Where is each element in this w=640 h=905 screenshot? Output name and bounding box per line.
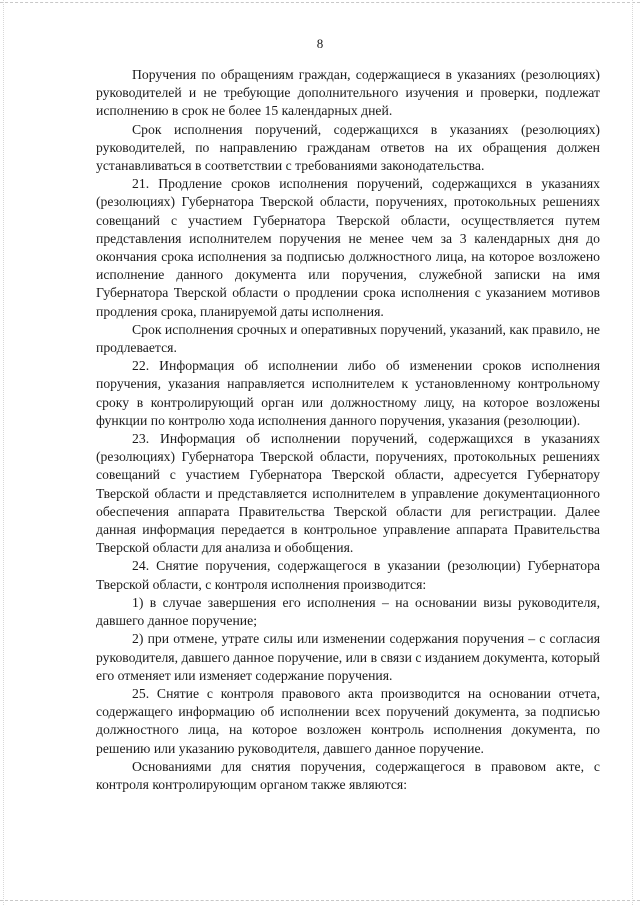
paragraph: 21. Продление сроков исполнения поручений, содержащихся в указаниях (резолюциях) Губернатора Тверской области, поручениях, протокольных решениях совещаний с участием Губернатора Тверской области, осуществляется путем представления исполнителем поручения не менее чем за 3 календарных дня до окончания срока исполнения за подписью должностного лица, на которое возложено исполнение данного документа или поручения, служебной записки на имя Губернатора Тверской области о продлении срока исполнения с указанием мотивов продления срока, планируемой даты исполнения. [96, 176, 600, 319]
paragraph: 25. Снятие с контроля правового акта производится на основании отчета, содержащего информацию об исполнении всех поручений документа, за подписью должностного лица, на которое возложен контроль исполнения документа, по решению или указанию руководителя, давшего данное поручение. [96, 685, 600, 756]
paragraph: Срок исполнения срочных и оперативных поручений, указаний, как правило, не продлевается. [96, 321, 600, 356]
paragraph: 24. Снятие поручения, содержащегося в указании (резолюции) Губернатора Тверской области, с контроля исполнения производится: [96, 558, 600, 592]
paragraph: 23. Информация об исполнении поручений, содержащихся в указаниях (резолюциях) Губернатора Тверской области, поручениях, протокольных решениях совещаний с участием Губернатора Тверской области, адресуется Губернатору Тверской области и представляется исполнителем в управление документационного обеспечения аппарата Правительства Тверской области для регистрации. Далее данная информация передается в контрольное управление аппарата Правительства Тверской области для анализа и обобщения. [96, 431, 600, 556]
scan-bottom-edge [0, 900, 640, 901]
paragraph: Основаниями для снятия поручения, содержащегося в правовом акте, с контроля контролирующим органом также являются: [96, 758, 600, 792]
scan-top-edge [0, 2, 640, 3]
scan-right-edge [632, 0, 633, 905]
paragraph: 2) при отмене, утрате силы или изменении содержания поручения – с согласия руководителя, давшего данное поручение, или в связи с изданием документа, который его отменяет или изменяет содержание поручения. [96, 631, 600, 683]
paragraph: Поручения по обращениям граждан, содержащиеся в указаниях (резолюциях) руководителей и не требующие дополнительного изучения и проверки, подлежат исполнению в срок не более 15 календарных дней. [96, 67, 600, 119]
document-body [96, 66, 600, 794]
paragraph: 22. Информация об исполнении либо об изменении сроков исполнения поручения, указания направляется исполнителем к установленному контрольному сроку в контролирующий орган или должностному лицу, на которое возложены функции по контролю хода исполнения данного поручения, указания (резолюции). [96, 358, 600, 428]
scan-left-edge [3, 0, 4, 905]
paragraph: Срок исполнения поручений, содержащихся в указаниях (резолюциях) руководителей, по направлению гражданам ответов на их обращения должен устанавливаться в соответствии с требованиями законодательства. [96, 121, 600, 174]
page-number: 8 [316, 36, 324, 51]
paragraph: 1) в случае завершения его исполнения – на основании визы руководителя, давшего данное поручение; [96, 594, 600, 629]
